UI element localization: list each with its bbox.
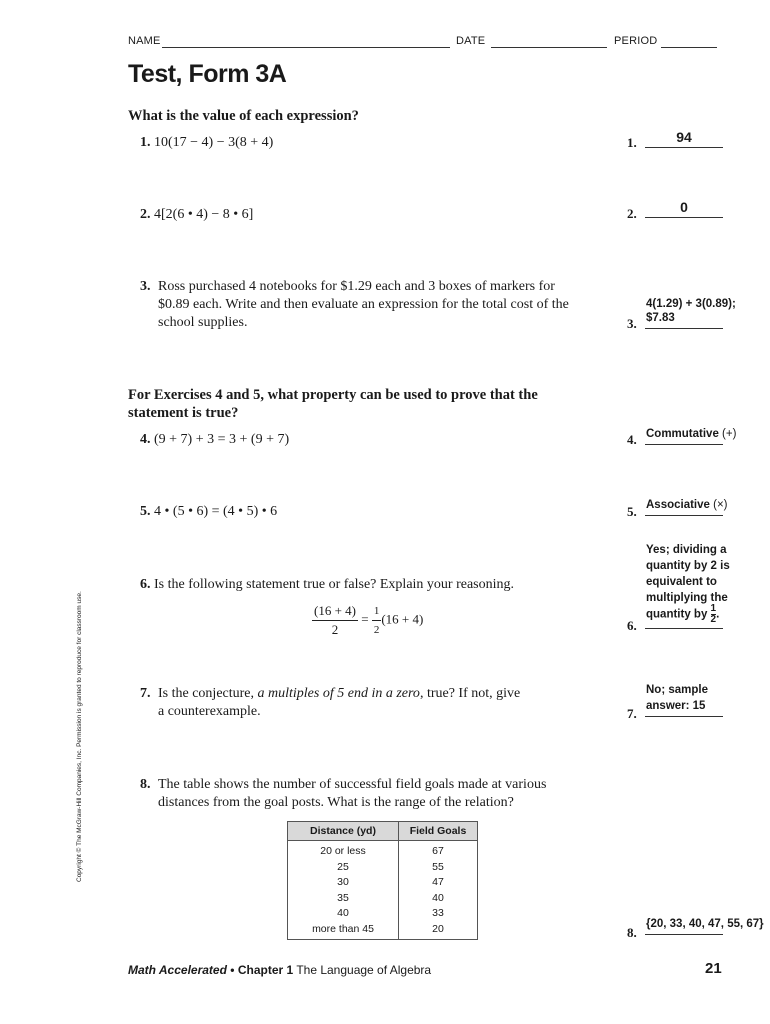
footer-book-title: Math Accelerated	[128, 963, 227, 977]
question-5-text: 4 • (5 • 6) = (4 • 5) • 6	[154, 504, 278, 519]
table-cell-goals: 20	[399, 922, 478, 940]
equation-lhs-numerator: (16 + 4)	[312, 602, 358, 621]
answer-6-line5	[646, 604, 719, 625]
question-7-text-b: , true? If not, give a counterexample.	[158, 686, 521, 719]
question-4-number: 4.	[140, 432, 151, 447]
answer-6-label: 6.	[627, 618, 637, 633]
question-7-conjecture: a multiples of 5 end in a zero	[257, 686, 420, 701]
field-goals-grid	[288, 822, 477, 939]
answer-5-value	[646, 497, 728, 513]
table-row	[288, 860, 477, 876]
question-7	[140, 685, 540, 721]
question-3	[140, 278, 570, 332]
answer-7-label: 7.	[627, 706, 637, 721]
question-6-equation	[312, 602, 423, 639]
table-cell-distance: more than 45	[312, 922, 374, 935]
period-label: PERIOD	[614, 35, 658, 47]
table-header-field-goals: Field Goals	[399, 822, 478, 841]
question-8-number: 8.	[140, 777, 151, 792]
table-row	[288, 906, 477, 922]
table-cell-distance: 30	[337, 876, 349, 888]
answer-4-operation: (+)	[718, 428, 737, 440]
footer-bullet: •	[230, 963, 235, 977]
equation-lhs-fraction	[312, 602, 358, 639]
footer-chapter-title: The Language of Algebra	[296, 963, 432, 977]
answer-7-line1: No; sample	[646, 684, 708, 696]
question-1-text: 10(17 − 4) − 3(8 + 4)	[154, 135, 274, 150]
question-6	[140, 576, 514, 594]
question-6-number: 6.	[140, 577, 151, 592]
answer-6-period: .	[716, 608, 720, 621]
question-1-number: 1.	[140, 135, 151, 150]
question-2	[140, 206, 253, 224]
table-cell-goals: 67	[399, 841, 478, 860]
answer-8-label: 8.	[627, 925, 637, 940]
question-8	[140, 776, 590, 812]
date-label: DATE	[456, 35, 486, 47]
answer-6-text	[646, 542, 746, 606]
table-row	[288, 875, 477, 891]
equation-equals: =	[361, 611, 369, 627]
answer-6-line2: quantity by 2 is	[646, 560, 730, 572]
answer-3-line2: $7.83	[646, 312, 675, 324]
table-row	[288, 922, 477, 940]
question-7-text-a: Is the conjecture,	[158, 686, 258, 701]
table-cell-goals: 33	[399, 906, 478, 922]
table-cell-goals: 47	[399, 875, 478, 891]
table-cell-goals: 40	[399, 891, 478, 907]
answer-2-label: 2.	[627, 206, 637, 221]
answer-6-line4: multiplying the	[646, 592, 728, 604]
question-2-text: 4[2(6 • 4) − 8 • 6]	[154, 207, 254, 222]
table-header-distance: Distance (yd)	[288, 822, 399, 841]
footer-chapter: Chapter 1	[237, 963, 294, 977]
footer	[128, 963, 431, 977]
equation-rhs-numerator: 1	[372, 602, 382, 621]
answer-5-property: Associative	[646, 499, 710, 511]
table-cell-goals: 55	[399, 860, 478, 876]
question-6-text: Is the following statement true or false? Explain your reasoning.	[154, 577, 515, 592]
answer-1-label: 1.	[627, 135, 637, 150]
table-cell-distance: 40	[337, 907, 349, 919]
answer-5-operation: (×)	[709, 499, 728, 511]
page-title: Test, Form 3A	[128, 60, 287, 88]
field-goals-table	[287, 821, 478, 940]
copyright-notice: Copyright © The McGraw-Hill Companies, Inc. Permission is granted to reproduce for classroom use.	[76, 591, 83, 882]
answer-1-value: 94	[676, 129, 692, 145]
question-3-text: Ross purchased 4 notebooks for $1.29 each and 3 boxes of markers for $0.89 each. Write and then evaluate an expression for the total cost of the school supplies.	[158, 279, 569, 330]
answer-5-label: 5.	[627, 504, 637, 519]
period-line	[661, 35, 717, 48]
answer-2-value: 0	[680, 199, 688, 215]
question-3-number: 3.	[140, 279, 151, 294]
answer-3-line1: 4(1.29) + 3(0.89);	[646, 298, 736, 310]
date-line	[491, 35, 607, 48]
table-cell-distance: 25	[337, 860, 349, 873]
answer-8-value: {20, 33, 40, 47, 55, 67}	[646, 918, 764, 930]
question-5-number: 5.	[140, 504, 151, 519]
answer-6-fraction-denominator: 2	[710, 614, 717, 625]
table-cell-distance: 35	[337, 891, 349, 904]
question-1	[140, 134, 273, 152]
table-row	[288, 841, 477, 860]
table-row	[288, 891, 477, 907]
page-number: 21	[705, 960, 722, 977]
equation-rhs-fraction	[372, 602, 382, 639]
equation-lhs-denominator: 2	[331, 622, 339, 637]
question-5	[140, 503, 277, 521]
answer-4-value	[646, 426, 736, 442]
question-4	[140, 431, 289, 449]
table-header-row	[288, 822, 477, 841]
name-label: NAME	[128, 35, 161, 47]
question-7-number: 7.	[140, 686, 151, 701]
section-heading-1: What is the value of each expression?	[128, 108, 359, 124]
answer-4-property: Commutative	[646, 428, 719, 440]
answer-6-fraction-numerator: 1	[710, 603, 717, 614]
table-cell-distance: 20 or less	[320, 845, 366, 857]
question-2-number: 2.	[140, 207, 151, 222]
question-4-text: (9 + 7) + 3 = 3 + (9 + 7)	[154, 432, 290, 447]
equation-rhs-denominator: 2	[373, 624, 380, 636]
answer-4-label: 4.	[627, 432, 637, 447]
name-line	[162, 35, 450, 48]
answer-3-label: 3.	[627, 316, 637, 331]
section-heading-2: For Exercises 4 and 5, what property can be used to prove that the statement is true?	[128, 387, 538, 421]
answer-6-line5-text: quantity by	[646, 608, 708, 621]
answer-6-line1: Yes; dividing a	[646, 544, 727, 556]
answer-7-line2: answer: 15	[646, 700, 706, 712]
answer-6-line3: equivalent to	[646, 576, 717, 588]
equation-rhs-rest: (16 + 4)	[381, 611, 424, 627]
question-8-text: The table shows the number of successful field goals made at various distances from the goal posts. What is the range of the relation?	[158, 777, 547, 810]
